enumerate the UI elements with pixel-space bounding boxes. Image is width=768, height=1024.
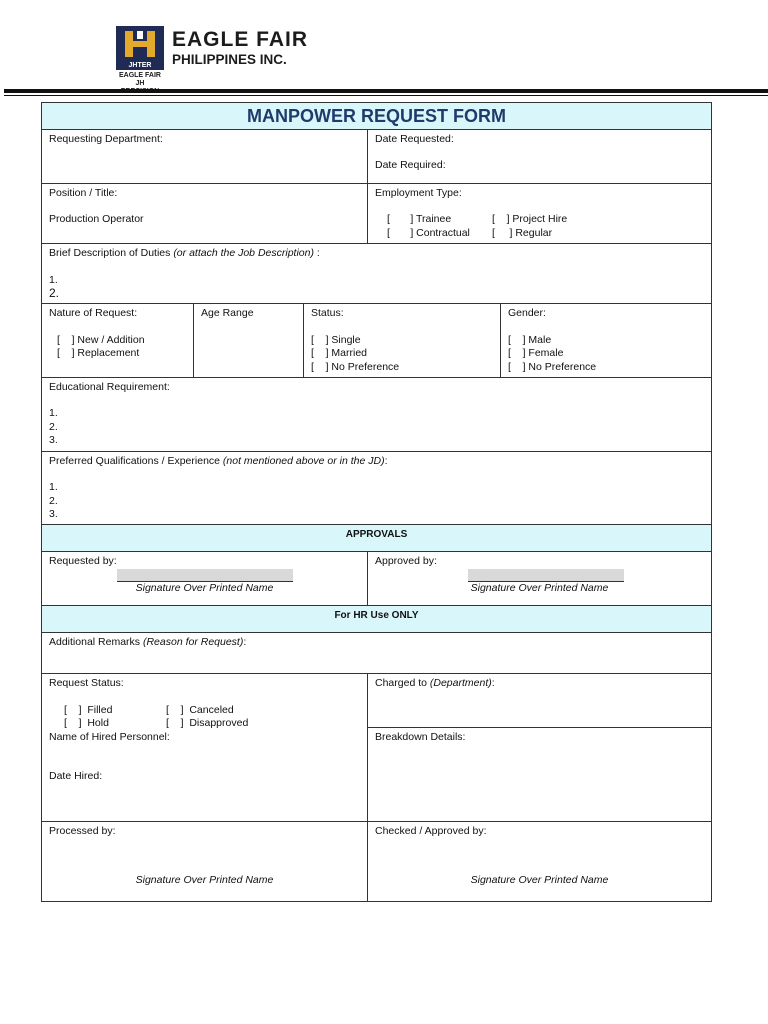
charged-to-colon: : [491,677,495,690]
charged-to-note: (Department) [429,677,492,690]
qualifications-label: Preferred Qualifications / Experience [49,454,223,467]
nature-of-request-field [42,304,194,378]
processed-by-field[interactable] [42,822,368,902]
remarks-label: Additional Remarks [49,636,143,649]
position-title-label: Position / Title: [49,187,118,199]
logo-sub-line1: EAGLE FAIR [118,72,161,79]
age-range-label: Age Range [201,307,254,320]
age-range-field[interactable] [194,304,304,378]
duties-label: Brief Description of Duties [49,247,174,260]
charged-to-label: Charged to [375,677,430,690]
gender-field [501,304,712,378]
header-rule-thick [4,89,768,93]
checkbox-project-hire[interactable]: [ ] Project Hire [492,213,568,226]
qual-item-1: 1. [49,481,58,494]
checkbox-regular[interactable]: [ ] Regular [492,226,553,239]
manpower-request-form [41,102,712,902]
request-status-field [42,674,368,822]
employment-type-label: Employment Type: [375,187,462,199]
checked-by-signature-label: Signature Over Printed Name [470,873,609,886]
dates-field[interactable] [368,130,712,184]
qual-item-3: 3. [49,507,58,520]
qualifications-colon: : [384,454,388,467]
checkbox-female[interactable]: [ ] Female [508,347,564,360]
duties-item-1: 1. [49,273,58,286]
form-title: MANPOWER REQUEST FORM [42,103,712,130]
date-required-label: Date Required: [375,159,446,172]
educational-requirement-field[interactable] [42,378,712,452]
duties-note: (or attach the Job Description) [173,247,314,260]
edu-item-1: 1. [49,407,58,420]
logo-sub-line2: JH [135,80,145,87]
employment-type-field [368,184,712,244]
company-name [172,28,308,68]
checkbox-married[interactable]: [ ] Married [311,347,368,360]
hr-use-header: For HR Use ONLY [42,606,712,633]
logo-text: JHTER [128,62,152,69]
requesting-department-field[interactable] [42,130,368,184]
approved-by-signature-line[interactable] [468,569,624,582]
position-title-field[interactable] [42,184,368,244]
requested-by-signature-label: Signature Over Printed Name [135,581,274,594]
checkbox-male[interactable]: [ ] Male [508,333,552,346]
checkbox-gender-no-preference[interactable]: [ ] No Preference [508,360,597,373]
company-logo [116,26,164,70]
preferred-qualifications-field[interactable] [42,451,712,525]
requesting-department-label: Requesting Department: [49,133,163,145]
edu-item-2: 2. [49,420,58,433]
gender-label: Gender: [508,307,546,320]
remarks-colon: : [243,636,247,649]
checkbox-hold[interactable]: [ ] Hold [64,717,109,730]
additional-remarks-field[interactable] [42,633,712,674]
breakdown-details-field[interactable] [368,728,712,822]
company-name-line1: EAGLE FAIR [172,28,309,51]
breakdown-details-label: Breakdown Details: [375,731,466,744]
duties-item-2: 2. [49,286,60,301]
checked-by-label: Checked / Approved by: [375,825,487,838]
date-hired-label: Date Hired: [49,769,103,782]
checkbox-new-addition[interactable]: [ ] New / Addition [57,333,145,346]
status-field [304,304,501,378]
requested-by-signature-line[interactable] [117,569,293,582]
requested-by-label: Requested by: [49,555,117,568]
checkbox-trainee[interactable]: [ ] Trainee [387,213,452,226]
processed-by-signature-label: Signature Over Printed Name [135,873,274,886]
checkbox-canceled[interactable]: [ ] Canceled [166,703,234,716]
nature-of-request-label: Nature of Request: [49,307,138,320]
request-status-label: Request Status: [49,677,124,690]
duties-field[interactable] [42,244,712,304]
edu-item-3: 3. [49,434,58,447]
position-title-value: Production Operator [49,213,144,226]
checkbox-single[interactable]: [ ] Single [311,333,361,346]
checkbox-disapproved[interactable]: [ ] Disapproved [166,717,249,730]
approved-by-signature-label: Signature Over Printed Name [470,581,609,594]
checkbox-contractual[interactable]: [ ] Contractual [387,226,470,239]
requested-by-field[interactable] [42,552,368,606]
checkbox-status-no-preference[interactable]: [ ] No Preference [311,360,400,373]
duties-colon: : [313,247,320,260]
processed-by-label: Processed by: [49,825,116,838]
approved-by-field[interactable] [368,552,712,606]
approvals-header: APPROVALS [42,525,712,552]
educational-requirement-label: Educational Requirement: [49,381,170,394]
company-name-line2: PHILIPPINES INC. [172,52,287,67]
status-label: Status: [311,307,344,320]
qual-item-2: 2. [49,494,58,507]
charged-to-field[interactable] [368,674,712,728]
hired-personnel-label: Name of Hired Personnel: [49,730,170,743]
checkbox-filled[interactable]: [ ] Filled [64,703,113,716]
checked-by-field[interactable] [368,822,712,902]
logo-mark-icon [116,26,164,70]
approved-by-label: Approved by: [375,555,437,568]
date-requested-label: Date Requested: [375,133,454,145]
qualifications-note: (not mentioned above or in the JD) [222,454,385,467]
remarks-note: (Reason for Request) [142,636,244,649]
header-rule-thin [4,95,768,96]
checkbox-replacement[interactable]: [ ] Replacement [57,347,140,360]
